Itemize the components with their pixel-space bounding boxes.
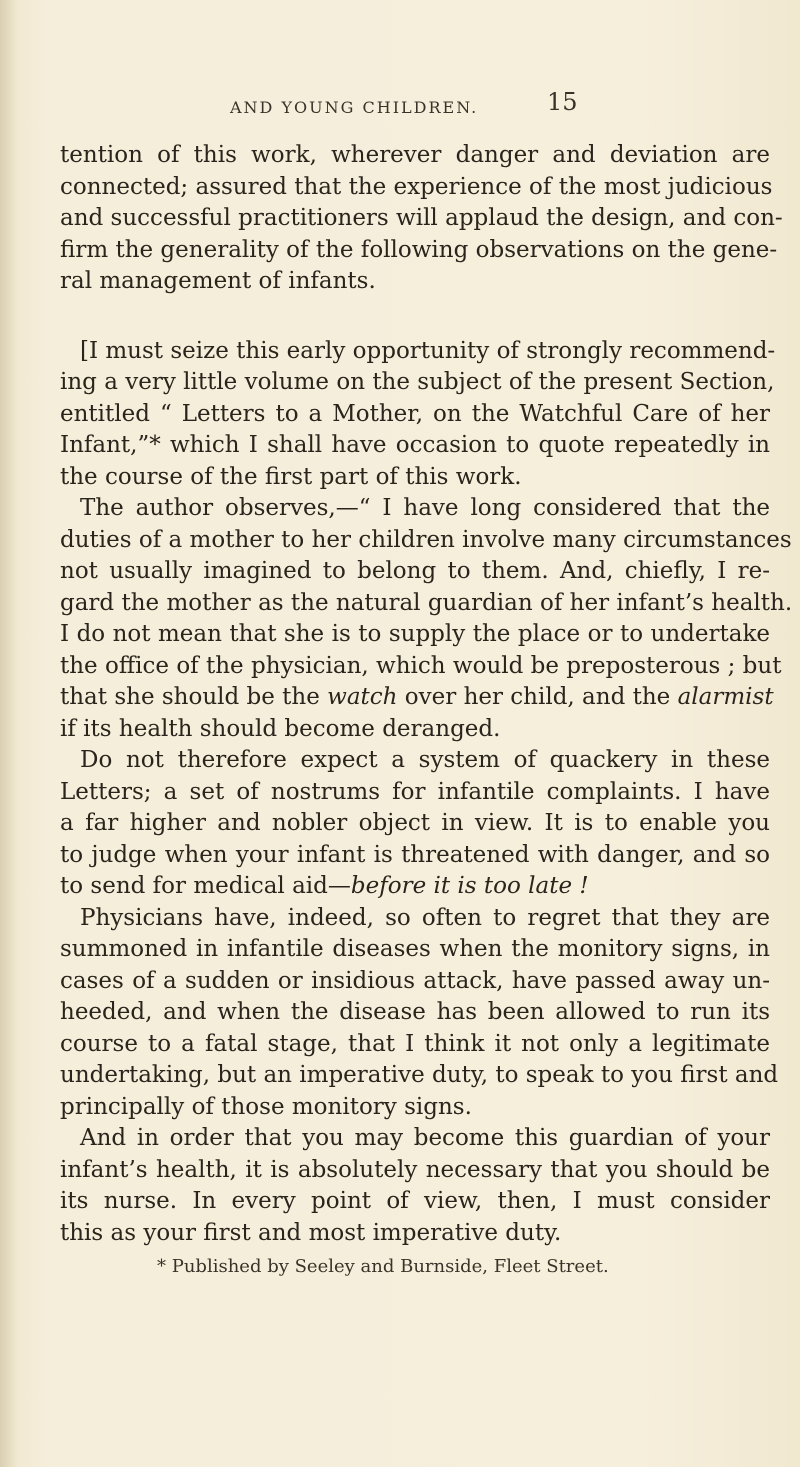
running-head: AND YOUNG CHILDREN. [230,98,479,117]
text-line: infant’s health, it is absolutely necessary that you should be [60,1156,770,1183]
text-line: principally of those monitory signs. [60,1093,472,1120]
paragraph-gap [60,298,770,336]
text-line: I do not mean that she is to supply the place or to undertake [60,621,770,647]
text-line: this as your first and most imperative duty. [60,1219,562,1246]
text-line: and successful practitioners will applaud the design, and con- [60,205,783,231]
text-line: Letters; a set of nostrums for infantile complaints. I have [60,778,770,805]
italic-before-too-late: before it is too late ! [350,873,589,899]
text-line: firm the generality of the following observations on the gene- [60,236,778,263]
page-number: 15 [547,88,578,116]
text-line: undertaking, but an imperative duty, to speak to you first and [60,1062,779,1088]
text-line: connected; assured that the experience of the most judicious [60,173,773,200]
text-line: heeded, and when the disease has been allowed to run its [60,999,770,1025]
italic-alarmist: alarmist [677,684,774,710]
text-run: over her child, and the [397,684,678,710]
text-line: And in order that you may become this guardian of your [80,1125,770,1151]
text-line: tention of this work, wherever danger and deviation are [60,142,770,168]
text-line: gard the mother as the natural guardian of her infant’s health. [60,589,793,616]
text-line: duties of a mother to her children involve many circumstances [60,526,792,553]
text-line: not usually imagined to belong to them. And, chiefly, I re- [60,558,770,584]
paragraph-4 [60,745,770,903]
paragraph-3 [60,493,793,745]
paragraph-2 [60,336,776,494]
body-text [60,140,793,1249]
text-line [60,682,774,714]
text-line: to judge when your infant is threatened with danger, and so [60,841,770,868]
italic-watch: watch [327,684,398,710]
paragraph-5 [60,903,779,1124]
text-line: The author observes,—“ I have long considered that the [80,495,770,521]
text-line: a far higher and nobler object in view. It is to enable you [60,810,770,836]
text-line: the office of the physician, which would be preposterous ; but [60,652,782,679]
paragraph-1 [60,140,783,298]
text-run: to send for medical aid— [60,873,351,899]
spine-shadow [0,0,18,1467]
text-line: Do not therefore expect a system of quackery in these [80,747,770,773]
paragraph-6 [60,1123,770,1249]
text-line: cases of a sudden or insidious attack, have passed away un- [60,967,770,994]
text-line: its nurse. In every point of view, then, I must consider [60,1188,770,1214]
footnote: * Published by Seeley and Burnside, Fleet Street. [157,1256,609,1277]
text-line: course to a fatal stage, that I think it not only a legitimate [60,1030,770,1057]
text-line: the course of the first part of this work. [60,463,522,490]
text-run: that she should be the [60,684,328,710]
text-line: entitled “ Letters to a Mother, on the Watchful Care of her [60,400,770,427]
text-line: if its health should become deranged. [60,715,501,742]
text-line [60,871,770,903]
text-line: summoned in infantile diseases when the monitory signs, in [60,936,770,962]
text-line: ral management of infants. [60,268,376,294]
text-line: [I must seize this early opportunity of strongly recommend- [80,337,776,364]
text-line: ing a very little volume on the subject of the present Section, [60,369,775,395]
text-line: Infant,”* which I shall have occasion to quote repeatedly in [60,432,770,458]
text-line: Physicians have, indeed, so often to regret that they are [80,904,770,931]
